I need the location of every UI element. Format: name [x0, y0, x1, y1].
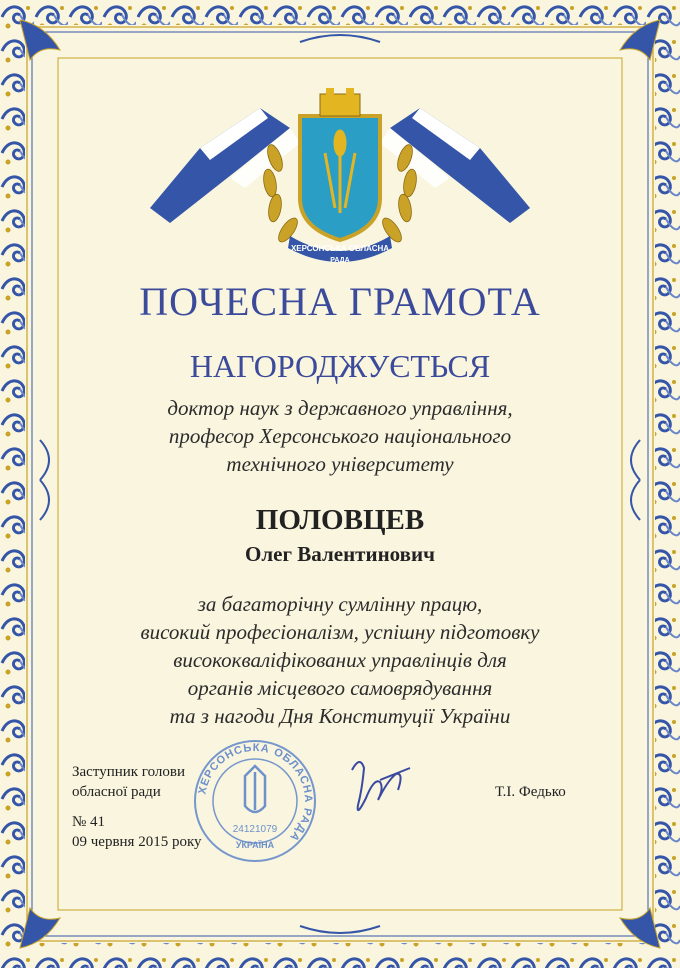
signatory-role	[72, 762, 185, 802]
handwritten-signature	[340, 750, 420, 840]
trident-icon	[245, 766, 265, 812]
reason-line: висококваліфікованих управлінців для	[173, 648, 507, 672]
certificate-title: ПОЧЕСНА ГРАМОТА	[139, 279, 541, 324]
signatory-role-line: обласної ради	[72, 784, 161, 800]
document-number: № 41	[72, 814, 106, 830]
certificate-subtitle: НАГОРОДЖУЄТЬСЯ	[189, 348, 491, 384]
position-line: доктор наук з державного управління,	[167, 396, 513, 420]
signatory-role-line: Заступник голови	[72, 764, 185, 780]
official-stamp	[190, 736, 320, 866]
position-line: професор Херсонського національного	[168, 424, 512, 448]
reason-line: та з нагоди Дня Конституції України	[169, 704, 511, 728]
stamp-ring-text: ХЕРСОНСЬКА ОБЛАСНА РАДА	[196, 741, 315, 844]
position-line: технічного університету	[226, 452, 454, 476]
emblem-ribbon-text: ХЕРСОНСЬКА ОБЛАСНА	[290, 244, 390, 253]
stamp-code: 24121079	[232, 824, 278, 835]
emblem-ribbon-text-2: РАДА	[330, 257, 350, 264]
coat-of-arms-emblem	[140, 88, 540, 268]
reason-line: за багаторічну сумлінну працю,	[197, 592, 483, 616]
signatory-name: Т.І. Федько	[495, 784, 566, 800]
position-description	[0, 394, 680, 478]
reason-line: органів місцевого самоврядування	[187, 676, 493, 700]
stamp-country: УКРАЇНА	[235, 840, 275, 850]
recipient-given-names: Олег Валентинович	[245, 542, 435, 566]
recipient-surname: ПОЛОВЦЕВ	[255, 504, 425, 536]
award-reason	[0, 590, 680, 730]
reason-line: високий професіоналізм, успішну підготовку	[140, 620, 540, 644]
document-date: 09 червня 2015 року	[72, 834, 202, 850]
